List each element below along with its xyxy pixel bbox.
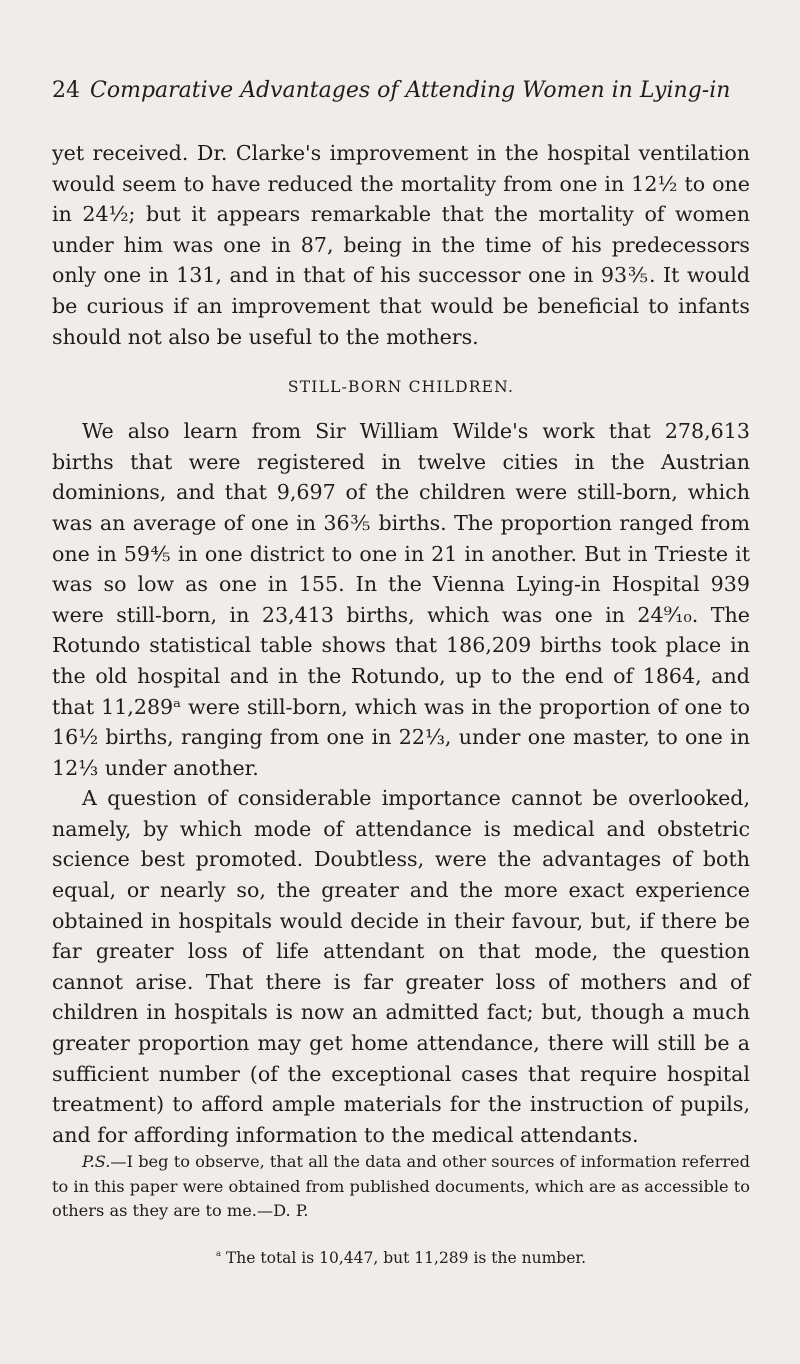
postscript xyxy=(52,1150,750,1224)
page-body xyxy=(52,138,750,1269)
still-born-paragraph: We also learn from Sir William Wilde's work that 278,613 births that were registered in twelve cities in the Austrian dominions, and that 9,697 of the children were still-born, which was an average of one in 36⅗ births. The proportion ranged from one in 59⅘ in one district to one in 21 in another. But in Trieste it was so low as one in 155. In the Vienna Lying-in Hospital 939 were still-born, in 23,413 births, which was one in 24⁹⁄₁₀. The Rotundo statistical table shows that 186,209 births took place in the old hospital and in the Rotundo, up to the end of 1864, and that 11,289ᵃ were still-born, which was in the proportion of one to 16½ births, ranging from one in 22⅓, under one master, to one in 12⅓ under another. xyxy=(52,419,750,780)
postscript-text: —I beg to observe, that all the data and other sources of information referred to in this paper were obtained from published documents, which are as accessible to others as they are to me.—D. P. xyxy=(52,1152,750,1221)
intro-paragraph: yet received. Dr. Clarke's improvement in the hospital ventilation would seem to have reduced the mortality from one in 12½ to one in 24½; but it appears remarkable that the mortality of women under him was one in 87, being in the time of his predecessors only one in 131, and in that of his successor one in 93⅗. It would be curious if an improvement that would be beneficial to infants should not also be useful to the mothers. xyxy=(52,141,750,349)
footnote xyxy=(52,1243,750,1269)
section-heading: STILL-BORN CHILDREN. xyxy=(287,378,515,397)
running-title: Comparative Advantages of Attending Women in Lying-in xyxy=(90,78,731,103)
page-number: 24 xyxy=(52,78,80,103)
footnote-text: The total is 10,447, but 11,289 is the number. xyxy=(221,1248,587,1267)
postscript-label: P.S. xyxy=(82,1152,111,1172)
page-header xyxy=(52,76,752,106)
question-paragraph: A question of considerable importance cannot be overlooked, namely, by which mode of attendance is medical and obstetric science best promoted. Doubtless, were the advantages of both equal, or nearly so, the greater and the more exact experience obtained in hospitals would decide in their favour, but, if there be far greater loss of life attendant on that mode, the question cannot arise. That there is far greater loss of mothers and of children in hospitals is now an admitted fact; but, though a much greater proportion may get home attendance, there will still be a sufficient number (of the exceptional cases that require hospital treatment) to afford ample materials for the instruction of pupils, and for affording information to the medical attendants. xyxy=(52,786,750,1147)
footnote-marker: a xyxy=(215,1248,222,1259)
